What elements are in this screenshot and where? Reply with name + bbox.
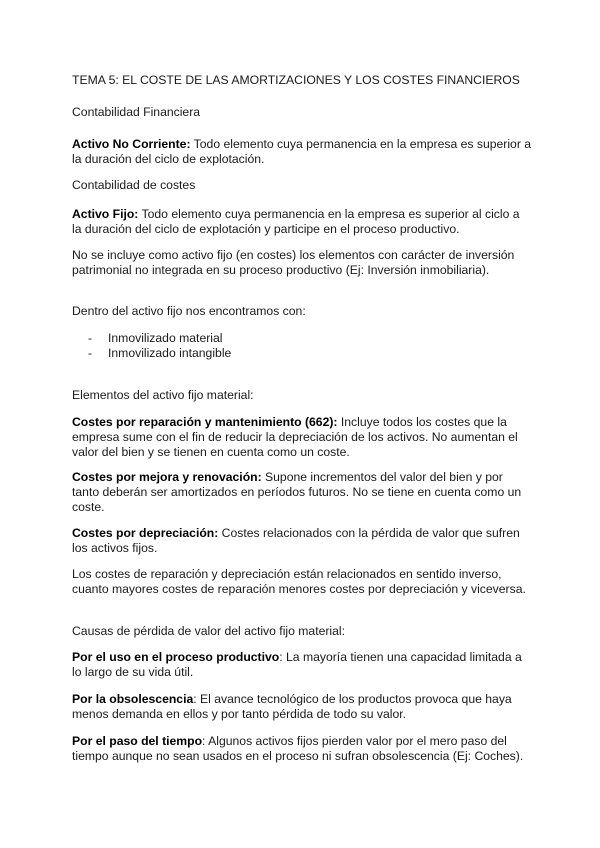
definition-text: Costes relacionados con la pérdida de valor que sufren los activos fijos. [72, 526, 520, 555]
definition-uso [72, 650, 532, 680]
term-label: Activo No Corriente: [72, 137, 191, 151]
term-label: Costes por mejora y renovación: [72, 470, 262, 484]
list-item-label: Inmovilizado intangible [108, 346, 232, 360]
section-heading-causas: Causas de pérdida de valor del activo fijo material: [72, 624, 346, 638]
term-label: Costes por depreciación: [72, 526, 219, 540]
definition-activo-no-corriente [72, 137, 532, 167]
paragraph-no-incluye: No se incluye como activo fijo (en costes) los elementos con carácter de inversión patrimonial no integrada en su proceso productivo (Ej: Inversión inmobiliaria). [72, 248, 515, 277]
definition-text: Todo elemento cuya permanencia en la empresa es superior a la duración del ciclo de explotación. [72, 137, 532, 166]
page-title: TEMA 5: EL COSTE DE LAS AMORTIZACIONES Y LOS COSTES FINANCIEROS [72, 73, 520, 87]
term-label: Por el uso en el proceso productivo [72, 650, 280, 664]
term-label: Costes por reparación y mantenimiento (662): [72, 415, 338, 429]
term-label: Activo Fijo: [72, 207, 139, 221]
section-heading-costes: Contabilidad de costes [72, 178, 196, 192]
definition-obsolescencia [72, 692, 532, 722]
definition-text: : La mayoría tienen una capacidad limitada a lo largo de su vida útil. [72, 650, 522, 679]
definition-text: Supone incrementos del valor del bien y por tanto deberán ser amortizados en períodos futuros. No se tiene en cuenta como un coste. [72, 470, 522, 514]
definition-text: : Algunos activos fijos pierden valor por el mero paso del tiempo aunque no sean usados en el proceso ni sufran obsolescencia (Ej: Coches). [72, 734, 524, 763]
term-label: Por la obsolescencia [72, 692, 194, 706]
definition-depreciacion [72, 526, 532, 556]
definition-text: : El avance tecnológico de los productos provoca que haya menos demanda en ellos y por tanto pérdida de todo su valor. [72, 692, 512, 721]
paragraph-dentro-intro: Dentro del activo fijo nos encontramos con: [72, 304, 306, 318]
definition-reparacion [72, 415, 532, 460]
section-heading-elementos: Elementos del activo fijo material: [72, 388, 254, 402]
definition-activo-fijo [72, 207, 532, 237]
definition-tiempo [72, 734, 532, 764]
section-heading-financiera: Contabilidad Financiera [72, 105, 201, 119]
list-item [88, 331, 222, 346]
definition-mejora [72, 470, 532, 515]
list-item [88, 346, 231, 361]
list-item-label: Inmovilizado material [108, 331, 223, 345]
paragraph-relacion: Los costes de reparación y depreciación están relacionados en sentido inverso, cuanto mayores costes de reparación menores costes por depreciación y viceversa. [72, 567, 526, 596]
definition-text: Incluye todos los costes que la empresa sume con el fin de reducir la depreciación de los activos. No aumentan el valor del bien y se tienen en cuenta como un coste. [72, 415, 518, 459]
bullet-dash: - [88, 346, 93, 360]
bullet-dash: - [88, 331, 93, 345]
definition-text: Todo elemento cuya permanencia en la empresa es superior al ciclo a la duración del ciclo de explotación y participe en el proceso productivo. [72, 207, 520, 236]
term-label: Por el paso del tiempo [72, 734, 203, 748]
